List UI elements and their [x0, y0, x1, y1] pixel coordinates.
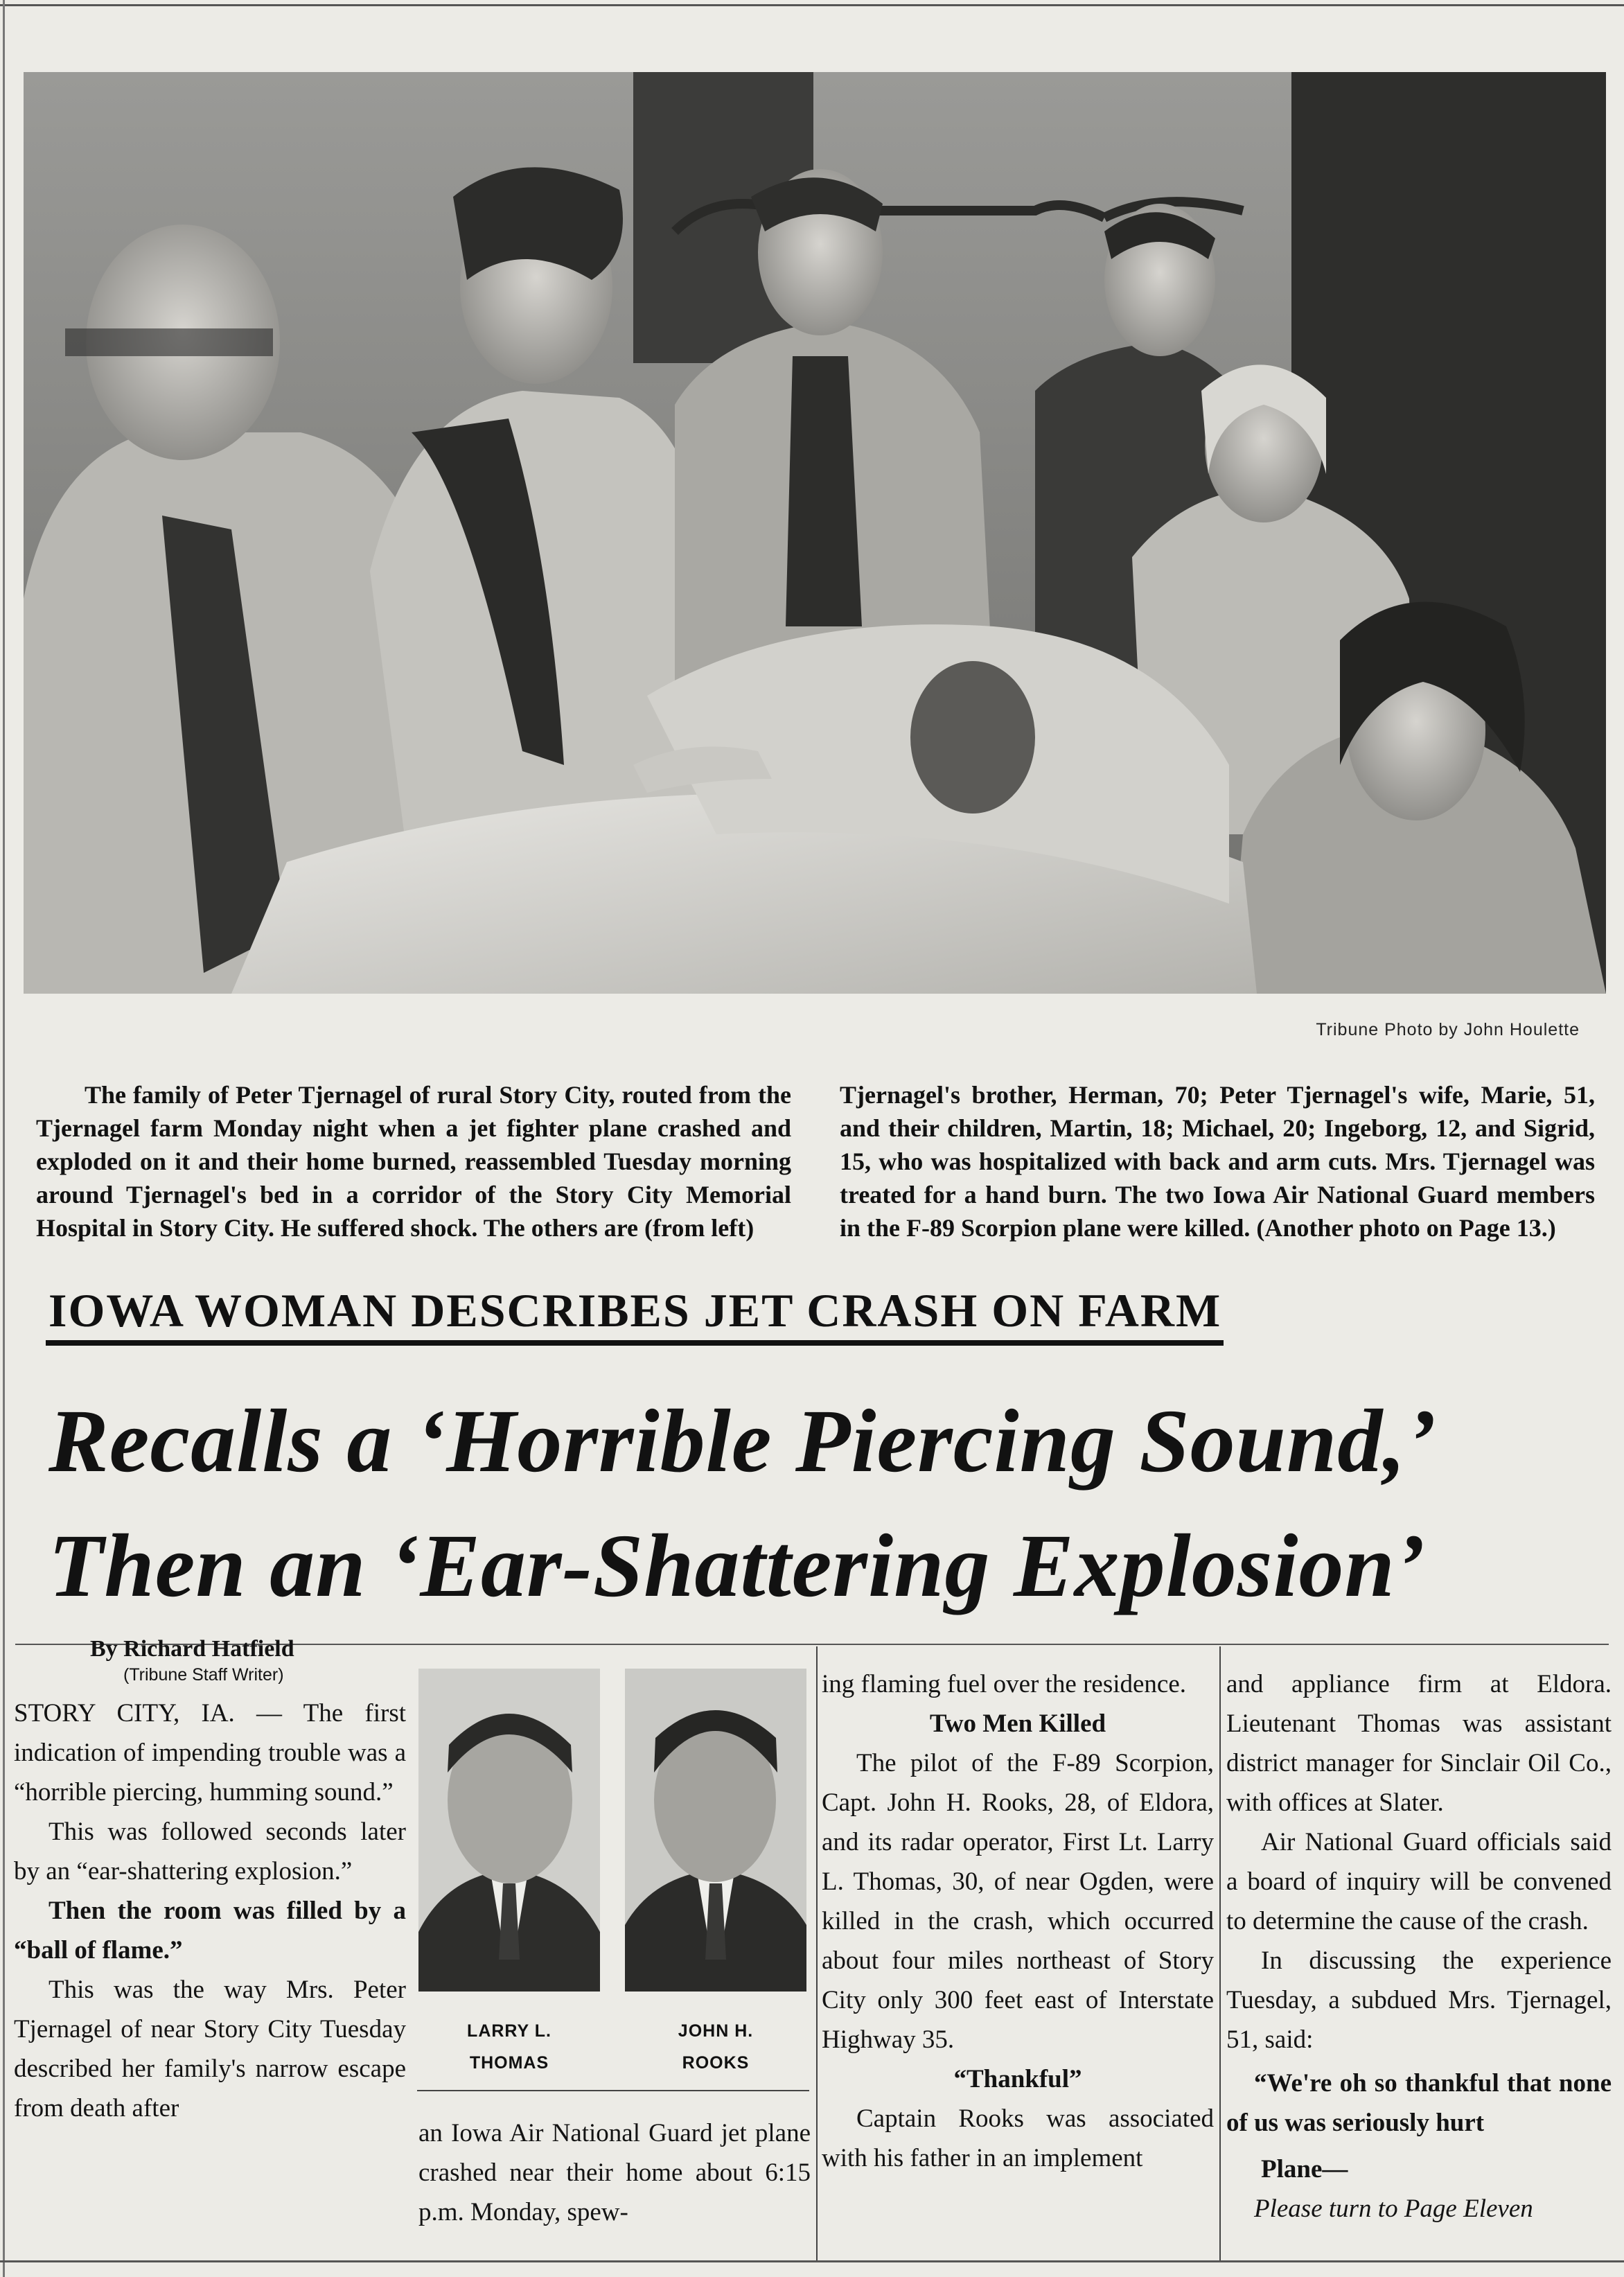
story-column-3 [822, 1664, 1214, 2178]
col1-paragraph-4: This was the way Mrs. Peter Tjernagel of near Story City Tuesday described her family's narrow escape from death after [14, 1976, 406, 2122]
portrait-bottom-rule [417, 2090, 809, 2091]
col3-subhead-two-men-killed: Two Men Killed [929, 1709, 1106, 1738]
kicker-headline: IOWA WOMAN DESCRIBES JET CRASH ON FARM [48, 1284, 1222, 1337]
col4-paragraph-1: and appliance firm at Eldora. Lieutenant Thomas was assistant district manager for Sinclair Oil Co., with offices at Slater. [1226, 1670, 1612, 1817]
portrait-john-rooks [625, 1669, 806, 1992]
portrait-larry-thomas [418, 1669, 600, 1992]
portrait-label-rooks: JOHN H. ROOKS [678, 2021, 754, 2073]
headline-line-1: Recalls a ‘Horrible Piercing Sound,’ [48, 1391, 1438, 1491]
story-column-4 [1226, 1664, 1612, 2228]
col3-paragraph-1: ing flaming fuel over the residence. [822, 1670, 1187, 1698]
continuation-label: Plane— [1261, 2155, 1348, 2183]
byline-author: By Richard Hatfield [90, 1636, 294, 1662]
photo-caption-right: Tjernagel's brother, Herman, 70; Peter Tjernagel's wife, Marie, 51, and their children, Martin, 18; Michael, 20; Ingeborg, 12, and Sigrid, 15, who was hospitalized with back and arm cuts. Mrs. Tjernagel was treated for a hand burn. The two Iowa Air National Guard members in the F-89 Scorpion plane were killed. (Another photo on Page 13.) [840, 1081, 1595, 1242]
main-headline [48, 1379, 1614, 1628]
col3-subhead-thankful: “Thankful” [953, 2065, 1082, 2093]
bottom-border-rule [0, 2260, 1624, 2262]
col1-paragraph-1: STORY CITY, IA. — The first indication of impending trouble was a “horrible piercing, humming sound.” [14, 1699, 406, 1806]
col4-paragraph-3: In discussing the experience Tuesday, a subdued Mrs. Tjernagel, 51, said: [1226, 1946, 1612, 2054]
column-rule-2 [1219, 1646, 1221, 2260]
continuation-note: Please turn to Page Eleven [1254, 2195, 1533, 2223]
column-rule-1 [816, 1646, 818, 2260]
col4-paragraph-2: Air National Guard officials said a board of inquiry will be convened to determine the cause of the crash. [1226, 1828, 1612, 1935]
photo-credit: Tribune Photo by John Houlette [1316, 1020, 1580, 1039]
col1-paragraph-3: Then the room was filled by a “ball of flame.” [14, 1897, 406, 1964]
story-column-2 [418, 2113, 811, 2232]
story-column-1 [14, 1634, 406, 2128]
col3-paragraph-3: Captain Rooks was associated with his father in an implement [822, 2104, 1214, 2172]
kicker-underline [46, 1340, 1224, 1346]
col4-quote: “We're oh so thankful that none of us was seriously hurt [1226, 2069, 1612, 2137]
headline-line-2: Then an ‘Ear-Shattering Explosion’ [48, 1516, 1427, 1616]
top-border-rule [0, 4, 1624, 6]
col1-paragraph-2: This was followed seconds later by an “ear-shattering explosion.” [14, 1818, 406, 1885]
col3-paragraph-2: The pilot of the F-89 Scorpion, Capt. John H. Rooks, 28, of Eldora, and its radar operator, First Lt. Larry L. Thomas, 30, of near Ogden, were killed in the crash, which occurred about four miles northeast of Story City only 300 feet east of Interstate Highway 35. [822, 1749, 1214, 2054]
col2-paragraph-1: an Iowa Air National Guard jet plane crashed near their home about 6:15 p.m. Monday, spew- [418, 2119, 811, 2226]
photo-caption-left: The family of Peter Tjernagel of rural Story City, routed from the Tjernagel farm Monday night when a jet fighter plane crashed and exploded on it and their home burned, reassembled Tuesday morning around Tjernagel's bed in a corridor of the Story City Memorial Hospital in Story City. He suffered shock. The others are (from left) [36, 1081, 791, 1242]
family-photo [24, 72, 1606, 994]
left-border-rule [3, 0, 5, 2277]
portrait-label-thomas: LARRY L. THOMAS [467, 2021, 551, 2073]
byline-staff: (Tribune Staff Writer) [123, 1665, 284, 1685]
